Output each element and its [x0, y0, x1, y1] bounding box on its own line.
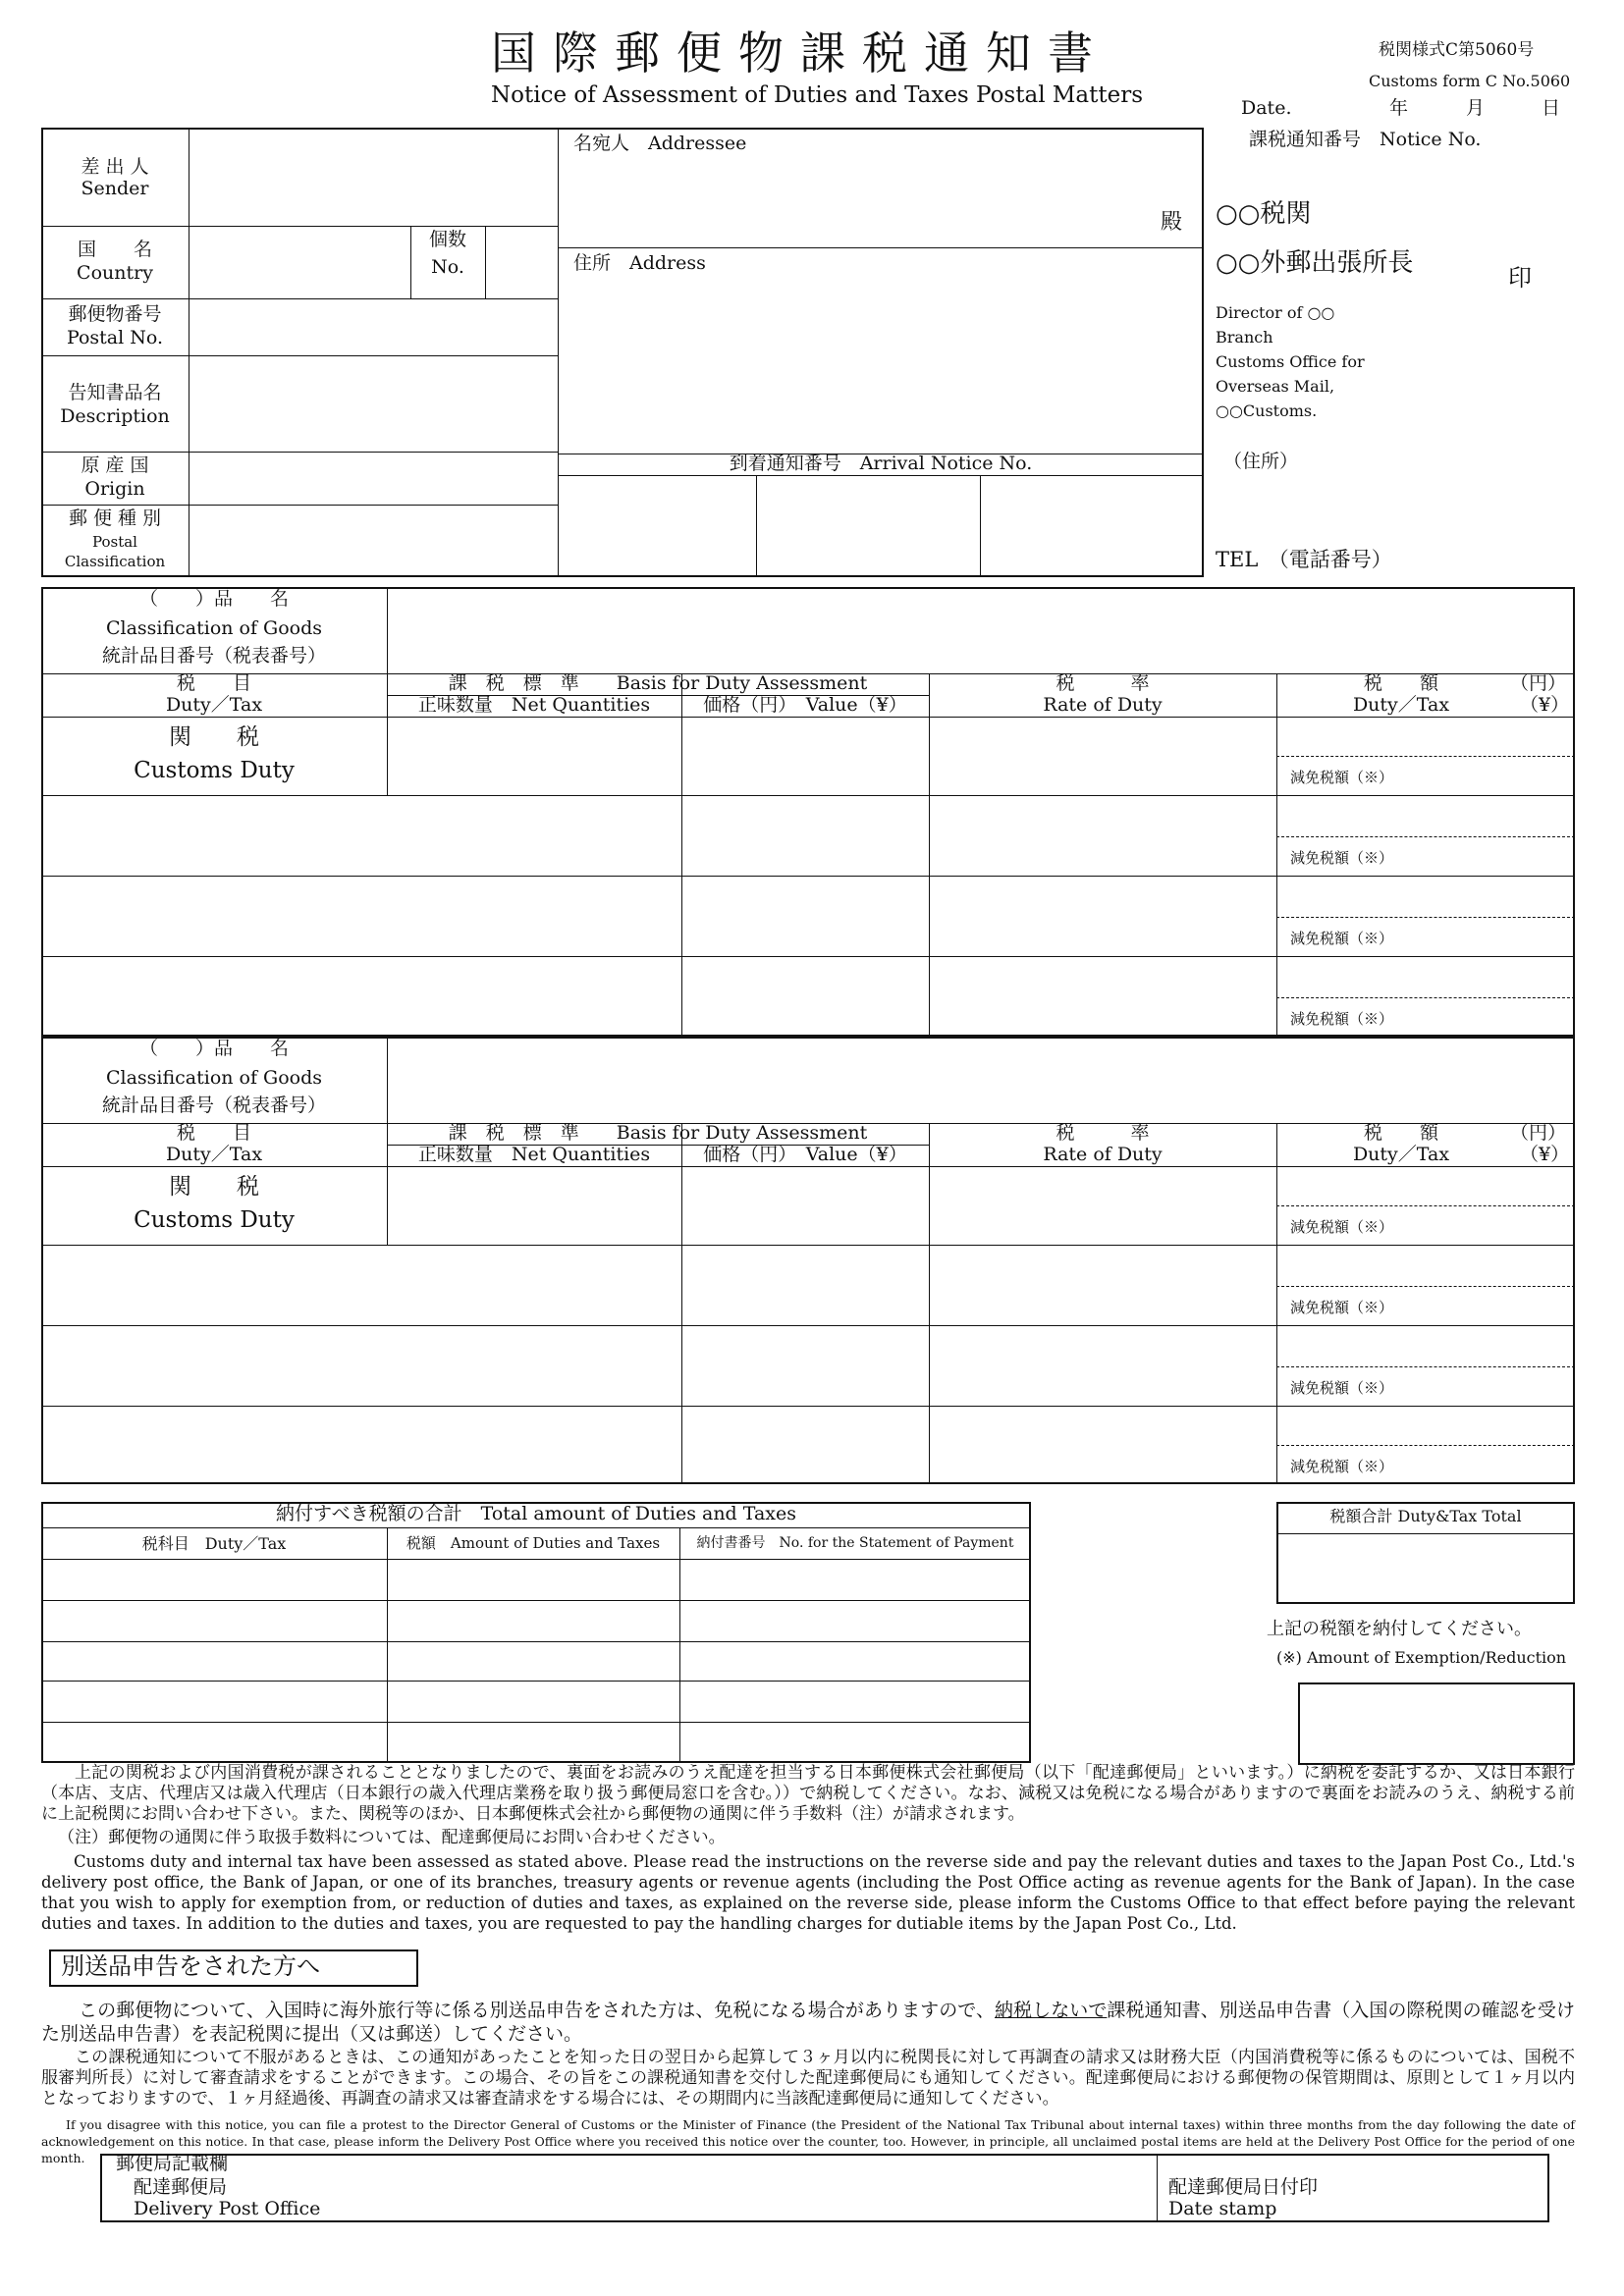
origin-label-en: Origin: [84, 478, 145, 500]
office-address: （住所）: [1223, 451, 1299, 472]
arrival-notice-label: 到着通知番号 Arrival Notice No.: [729, 453, 1033, 474]
postal-no-label-en: Postal No.: [66, 327, 164, 348]
date-label: Date.: [1241, 97, 1292, 119]
note-paragraph-1: 上記の関税および内国消費税が課されることとなりましたので、裏面をお読みのうえ配達を担当する日本郵便株式会社郵便局（以下「配達郵便局」といいます。）に納税を委託するか、又は日本銀行（本店、支店、代理店又は歳入代理店（日本銀行の歳入代理店業務を取り扱う郵便局窓口を含む。））で納税してください。なお、減税又は免税になる場合がありますので裏面をお読みのうえ、納税する前に上記税関にお問い合わせ下さい。また、関税等のほか、日本郵便株式会社から郵便物の通関に伴う手数料（注）が請求されます。: [41, 1763, 1575, 1824]
customs-duty-label: 関 税: [169, 724, 259, 750]
goods-class-label-en: Classification of Goods: [105, 617, 323, 639]
post-office-column-title: 郵便局記載欄: [116, 2153, 229, 2174]
origin-label: 原 産 国: [81, 454, 149, 476]
exempt-note: (※) Amount of Exemption/Reduction: [1276, 1648, 1567, 1667]
postal-class-label: 郵 便 種 別: [68, 507, 162, 529]
pieces-label-en: No.: [431, 256, 464, 278]
goods-class-label-en: Classification of Goods: [105, 1067, 323, 1089]
office-en-3: Customs Office for: [1216, 352, 1365, 371]
yen-label-en: （¥）: [1520, 694, 1570, 716]
total-col-amount: 税額 Amount of Duties and Taxes: [406, 1534, 661, 1552]
value-label: 価格（円） Value（¥）: [703, 1144, 907, 1165]
sender-label-en: Sender: [81, 178, 149, 199]
exempt-label: 減免税額（※）: [1290, 930, 1394, 947]
rate-label-en: Rate of Duty: [1043, 1144, 1163, 1165]
office-en-1: Director of ○○: [1216, 303, 1335, 322]
note-paragraph-4b: 課税通知書、別送品申告書（入国の際税関の確認を受けた別送品申告書）を表記税関に提出（又は郵送）してください。: [41, 2000, 1575, 2045]
rate-label: 税 率: [1056, 1122, 1150, 1144]
note-paragraph-6: If you disagree with this notice, you can file a protest to the Director General of Customs or the Minister of Finance (the President of the National Tax Tribunal about internal taxes) within three months from the day following the date of acknowledgement on this notice. In that case, please inform the Delivery Post Office where you received this notice over the counter, too. However, in principle, all unclaimed postal items are held at the Delivery Post Office for the period of one month.: [41, 2117, 1575, 2165]
goods-class-label: （ ）品 名: [138, 1038, 289, 1059]
sender-block: [41, 128, 1204, 577]
net-qty-label: 正味数量 Net Quantities: [417, 1144, 651, 1165]
date-day: 日: [1542, 97, 1561, 119]
customs-duty-label-en: Customs Duty: [134, 758, 295, 783]
note-paragraph-5: この課税通知について不服があるときは、この通知があったことを知った日の翌日から起算して３ヶ月以内に税関長に対して再調査の請求又は財務大臣（内国消費税等に係るものについては、国税不服審判所長）に対して審査請求をすることができます。この場合、その旨をこの課税通知書を交付した配達郵便局にも通知してください。配達郵便局における郵便物の保管期間は、原則として１ヶ月以内となっておりますので、１ヶ月経過後、再調査の請求又は審査請求をする場合には、その期間内に当該配達郵便局に通知してください。: [41, 2048, 1575, 2109]
amount-label: 税 額: [1363, 672, 1438, 694]
rate-label: 税 率: [1056, 672, 1150, 694]
office-en-2: Branch: [1216, 328, 1273, 347]
note-underline: 納税しないで: [995, 2000, 1108, 2021]
stat-no-label: 統計品目番号（税表番号）: [101, 1095, 326, 1116]
tax-item-label-en: Duty／Tax: [165, 1144, 263, 1165]
amount-label-en: Duty／Tax: [1352, 694, 1450, 716]
office-tel: TEL （電話番号）: [1216, 548, 1392, 571]
country-label: 国 名: [77, 239, 152, 260]
yen-label-en: （¥）: [1520, 1144, 1570, 1165]
goods-class-label: （ ）品 名: [138, 588, 289, 610]
tax-item-label: 税 目: [176, 1122, 251, 1144]
exempt-label: 減免税額（※）: [1290, 1218, 1394, 1236]
delivery-office-label-en: Delivery Post Office: [134, 2198, 321, 2219]
honorific: 殿: [1161, 210, 1183, 235]
customs-duty-label-en: Customs Duty: [134, 1207, 295, 1233]
amount-label-en: Duty／Tax: [1352, 1144, 1450, 1165]
page-title: 国際郵便物課税通知書: [491, 27, 1110, 80]
note-paragraph-4: [41, 1999, 1575, 2046]
exempt-label: 減免税額（※）: [1290, 1458, 1394, 1475]
form-number-en: Customs form C No.5060: [1369, 72, 1571, 90]
tax-item-label: 税 目: [176, 672, 251, 694]
date-month: 月: [1466, 97, 1486, 119]
exempt-label: 減免税額（※）: [1290, 1379, 1394, 1397]
notice-number-label: 課税通知番号 Notice No.: [1249, 129, 1482, 150]
rate-label-en: Rate of Duty: [1043, 694, 1163, 716]
postal-no-label: 郵便物番号: [68, 303, 162, 325]
net-qty-label: 正味数量 Net Quantities: [417, 694, 651, 716]
yen-label: （円）: [1510, 1122, 1567, 1144]
postal-class-label-en: Postal: [92, 533, 137, 551]
exempt-label: 減免税額（※）: [1290, 849, 1394, 867]
note-paragraph-4a: この郵便物について、入国時に海外旅行等に係る別送品申告をされた方は、免税になる場合がありますので、: [79, 2000, 996, 2021]
pay-message: 上記の税額を納付してください。: [1267, 1619, 1532, 1639]
note-paragraph-en: Customs duty and internal tax have been assessed as stated above. Please read the instructions on the reverse side and pay the relevant duties and taxes to the Japan Post Co., Ltd.'s delivery post office, the Bank of Japan, or one of its branches, treasury agents or revenue agents (including the Post Office acting as revenue agents for the Bank of Japan). In the case that you wish to apply for exemption from, or reduction of duties and taxes, as explained on the reverse side, please inform the Customs Office to that effect before paying the relevant duties and taxes. In addition to the duties and taxes, you are requested to pay the handling charges for dutiable items by the Japan Post Co., Ltd.: [41, 1852, 1575, 1933]
yen-label: （円）: [1510, 672, 1567, 694]
total-col-payment: 納付書番号 No. for the Statement of Payment: [696, 1535, 1014, 1551]
page-subtitle: Notice of Assessment of Duties and Taxes Postal Matters: [491, 82, 1144, 108]
total-title: 納付すべき税額の合計 Total amount of Duties and Taxes: [276, 1503, 796, 1524]
description-label: 告知書品名: [68, 382, 162, 403]
date-year: 年: [1389, 97, 1409, 119]
branch-director: ○○外郵出張所長: [1216, 248, 1414, 278]
separate-goods-title: 別送品申告をされた方へ: [61, 1952, 320, 1980]
value-label: 価格（円） Value（¥）: [703, 694, 907, 716]
address-label: 住所 Address: [573, 252, 706, 274]
stat-no-label: 統計品目番号（税表番号）: [101, 645, 326, 667]
delivery-office-label: 配達郵便局: [134, 2176, 228, 2198]
form-number: 税関様式C第5060号: [1379, 40, 1535, 60]
pieces-label: 個数: [428, 229, 466, 250]
customs-duty-label: 関 税: [169, 1174, 259, 1200]
exempt-label: 減免税額（※）: [1290, 769, 1394, 786]
total-col-tax: 税科目 Duty／Tax: [141, 1534, 287, 1553]
tax-item-label-en: Duty／Tax: [165, 694, 263, 716]
exempt-label: 減免税額（※）: [1290, 1299, 1394, 1316]
customs-office: ○○税関: [1216, 199, 1312, 229]
postal-class-label-en2: Classification: [64, 553, 166, 570]
sender-label: 差 出 人: [81, 156, 149, 178]
seal-mark: 印: [1508, 264, 1532, 292]
note-paragraph-2: （注）郵便物の通関に伴う取扱手数料については、配達郵便局にお問い合わせください。: [58, 1828, 726, 1847]
date-stamp-label: 配達郵便局日付印: [1168, 2176, 1319, 2198]
exempt-label: 減免税額（※）: [1290, 1010, 1394, 1028]
country-label-en: Country: [77, 262, 153, 284]
basis-label: 課 税 標 準 Basis for Duty Assessment: [448, 672, 868, 694]
amount-label: 税 額: [1363, 1122, 1438, 1144]
office-en-4: Overseas Mail,: [1216, 377, 1335, 396]
grand-total-label: 税額合計 Duty&Tax Total: [1329, 1507, 1522, 1525]
stamp-box: [1298, 1682, 1575, 1765]
date-stamp-label-en: Date stamp: [1168, 2198, 1277, 2219]
description-label-en: Description: [60, 405, 170, 427]
office-en-5: ○○Customs.: [1216, 401, 1318, 420]
basis-label: 課 税 標 準 Basis for Duty Assessment: [448, 1122, 868, 1144]
addressee-label: 名宛人 Addressee: [573, 133, 747, 154]
